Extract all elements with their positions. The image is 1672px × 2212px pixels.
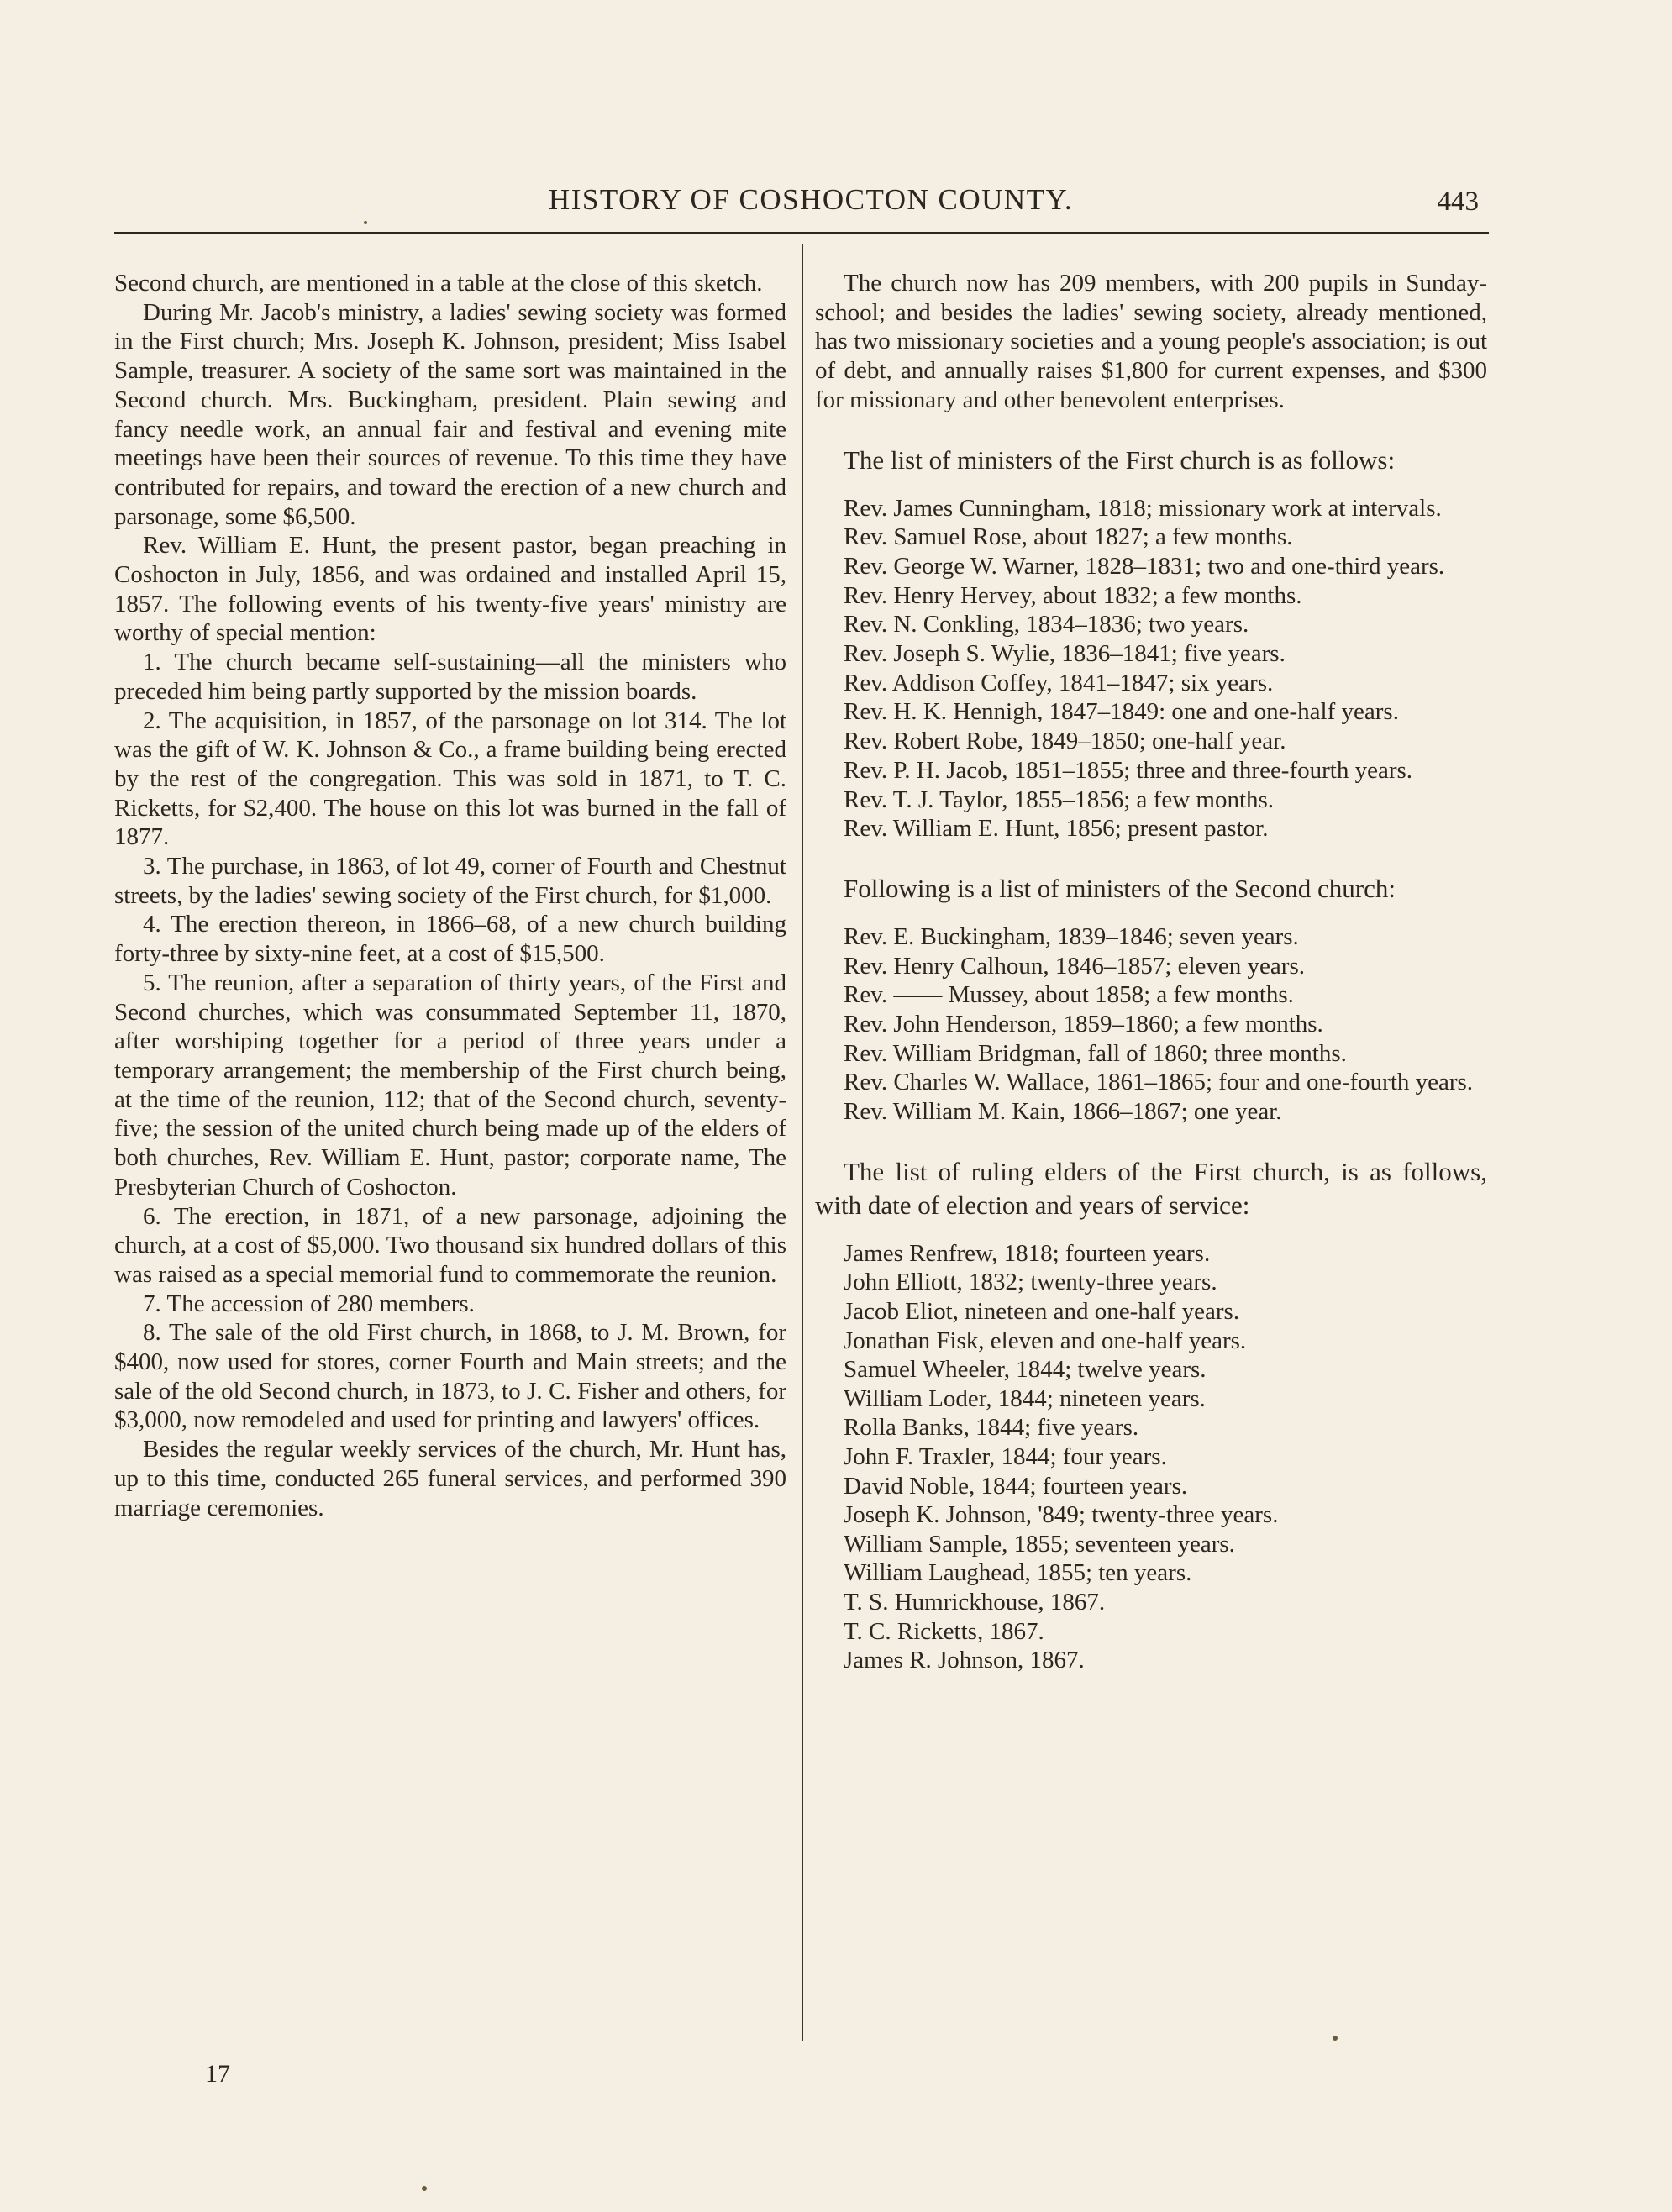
paragraph: Besides the regular weekly services of the church, Mr. Hunt has, up to this time, conducted 265 funeral services, and performed 390 marriage ceremonies. <box>114 1436 786 1521</box>
header-rule <box>114 232 1489 234</box>
paragraph: 4. The erection thereon, in 1866–68, of a new church building forty-three by sixty-nine feet, at a cost of $15,500. <box>114 911 786 968</box>
list-item: Rev. James Cunningham, 1818; missionary work at intervals. <box>844 494 1442 522</box>
list-item: Rev. John Henderson, 1859–1860; a few months. <box>844 1011 1323 1038</box>
page-number: 443 <box>1437 187 1479 217</box>
page-header <box>118 183 1504 225</box>
paragraph: 1. The church became self-sustaining—all the ministers who preceded him being partly supported by the mission boards. <box>114 649 786 705</box>
section-heading: The list of ruling elders of the First church, is as follows, with date of election and years of service: <box>815 1156 1487 1220</box>
list-item: Samuel Wheeler, 1844; twelve years. <box>844 1356 1207 1384</box>
list-item: T. S. Humrickhouse, 1867. <box>844 1589 1106 1616</box>
list-item: Rev. William E. Hunt, 1856; present pastor. <box>844 815 1269 843</box>
list-item: T. C. Ricketts, 1867. <box>844 1617 1044 1645</box>
list-item: Joseph K. Johnson, '849; twenty-three years. <box>844 1501 1279 1529</box>
list-item: Rev. Robert Robe, 1849–1850; one-half year. <box>844 728 1286 755</box>
list-item: Rev. William M. Kain, 1866–1867; one year. <box>844 1098 1282 1126</box>
list-item: Rolla Banks, 1844; five years. <box>844 1414 1139 1442</box>
section-heading: Following is a list of ministers of the Second church: <box>844 873 1396 903</box>
paragraph: During Mr. Jacob's ministry, a ladies' sewing society was formed in the First church; Mrs. Joseph K. Johnson, president; Miss Isabel Sample, treasurer. A society of the same sort was maintained in the Second church. Mrs. Buckingham, president. Plain sewing and fancy needle work, an annual fair and festival and evening mite meetings have been their sources of revenue. To this time they have contributed for repairs, and toward the erection of a new church and parsonage, some $6,500. <box>114 298 786 530</box>
list-item: John F. Traxler, 1844; four years. <box>844 1443 1167 1471</box>
signature-mark: 17 <box>205 2060 230 2088</box>
list-item: William Sample, 1855; seventeen years. <box>844 1530 1235 1558</box>
paragraph: Second church, are mentioned in a table at the close of this sketch. <box>114 270 763 297</box>
list-item: William Laughead, 1855; ten years. <box>844 1559 1192 1587</box>
paragraph: 2. The acquisition, in 1857, of the parsonage on lot 314. The lot was the gift of W. K. Johnson & Co., a frame building being erected by the rest of the congregation. This was sold in 1871, to T. C. Ricketts, for $2,400. The house on this lot was burned in the fall of 1877. <box>114 707 786 851</box>
list-item: Rev. Henry Hervey, about 1832; a few months. <box>844 581 1302 609</box>
list-item: Rev. N. Conkling, 1834–1836; two years. <box>844 611 1249 638</box>
list-item: David Noble, 1844; fourteen years. <box>844 1472 1188 1500</box>
list-item: Rev. Addison Coffey, 1841–1847; six years. <box>844 669 1274 696</box>
list-item: Rev. George W. Warner, 1828–1831; two and one-third years. <box>844 552 1445 580</box>
section-heading: The list of ministers of the First church is as follows: <box>844 444 1396 475</box>
list-item: Jacob Eliot, nineteen and one-half years. <box>844 1298 1240 1326</box>
paragraph: 5. The reunion, after a separation of thirty years, of the First and Second churches, which was consummated September 11, 1870, after worshiping together for a period of three years under a temporary arrangement; the membership of the First church being, at the time of the reunion, 112; that of the Second church, seventy-five; the session of the united church being made up of the elders of both churches, Rev. William E. Hunt, pastor; corporate name, The Presbyterian Church of Coshocton. <box>114 969 786 1201</box>
running-title: HISTORY OF COSHOCTON COUNTY. <box>548 183 1074 216</box>
list-item: Rev. H. K. Hennigh, 1847–1849: one and one-half years. <box>844 698 1399 726</box>
list-item: Rev. Samuel Rose, about 1827; a few months. <box>844 523 1293 551</box>
list-item: Rev. —— Mussey, about 1858; a few months. <box>844 981 1294 1009</box>
paragraph: 6. The erection, in 1871, of a new parsonage, adjoining the church, at a cost of $5,000. Two thousand six hundred dollars of this was raised as a special memorial fund to commemorate the reunion. <box>114 1202 786 1288</box>
paragraph: Rev. William E. Hunt, the present pastor, began preaching in Coshocton in July, 1856, and was ordained and installed April 15, 1857. The following events of his twenty-five years' ministry are worthy of special mention: <box>114 532 786 647</box>
list-item: John Elliott, 1832; twenty-three years. <box>844 1269 1217 1296</box>
ink-speck <box>1333 2036 1338 2041</box>
list-item: Rev. P. H. Jacob, 1851–1855; three and three-fourth years. <box>844 756 1413 784</box>
paragraph: 3. The purchase, in 1863, of lot 49, corner of Fourth and Chestnut streets, by the ladies' sewing society of the First church, for $1,000. <box>114 853 786 909</box>
ink-speck <box>422 2186 427 2191</box>
paragraph: 7. The accession of 280 members. <box>143 1290 475 1317</box>
paragraph: The church now has 209 members, with 200 pupils in Sunday-school; and besides the ladies' sewing society, already mentioned, has two missionary societies and a young people's association; is out of debt, and annually raises $1,800 for current expenses, and $300 for missionary and other benevolent enterprises. <box>815 270 1487 413</box>
list-item: Rev. William Bridgman, fall of 1860; three months. <box>844 1039 1347 1067</box>
list-item: Rev. Joseph S. Wylie, 1836–1841; five years. <box>844 640 1286 668</box>
column-divider <box>802 244 803 2041</box>
paragraph: 8. The sale of the old First church, in 1868, to J. M. Brown, for $400, now used for stores, corner Fourth and Main streets; and the sale of the old Second church, in 1873, to J. C. Fisher and others, for $3,000, now remodeled and used for printing and lawyers' offices. <box>114 1319 786 1434</box>
list-item: Rev. E. Buckingham, 1839–1846; seven years. <box>844 922 1299 950</box>
list-item: William Loder, 1844; nineteen years. <box>844 1384 1206 1412</box>
list-item: Jonathan Fisk, eleven and one-half years. <box>844 1327 1247 1354</box>
list-item: James Renfrew, 1818; fourteen years. <box>844 1239 1211 1267</box>
ink-speck <box>364 221 367 224</box>
list-item: Rev. Charles W. Wallace, 1861–1865; four and one-fourth years. <box>844 1069 1474 1096</box>
list-item: James R. Johnson, 1867. <box>844 1647 1085 1674</box>
right-column <box>815 269 1487 1675</box>
list-item: Rev. Henry Calhoun, 1846–1857; eleven years. <box>844 952 1305 980</box>
left-column <box>114 269 786 1522</box>
list-item: Rev. T. J. Taylor, 1855–1856; a few months. <box>844 785 1275 813</box>
